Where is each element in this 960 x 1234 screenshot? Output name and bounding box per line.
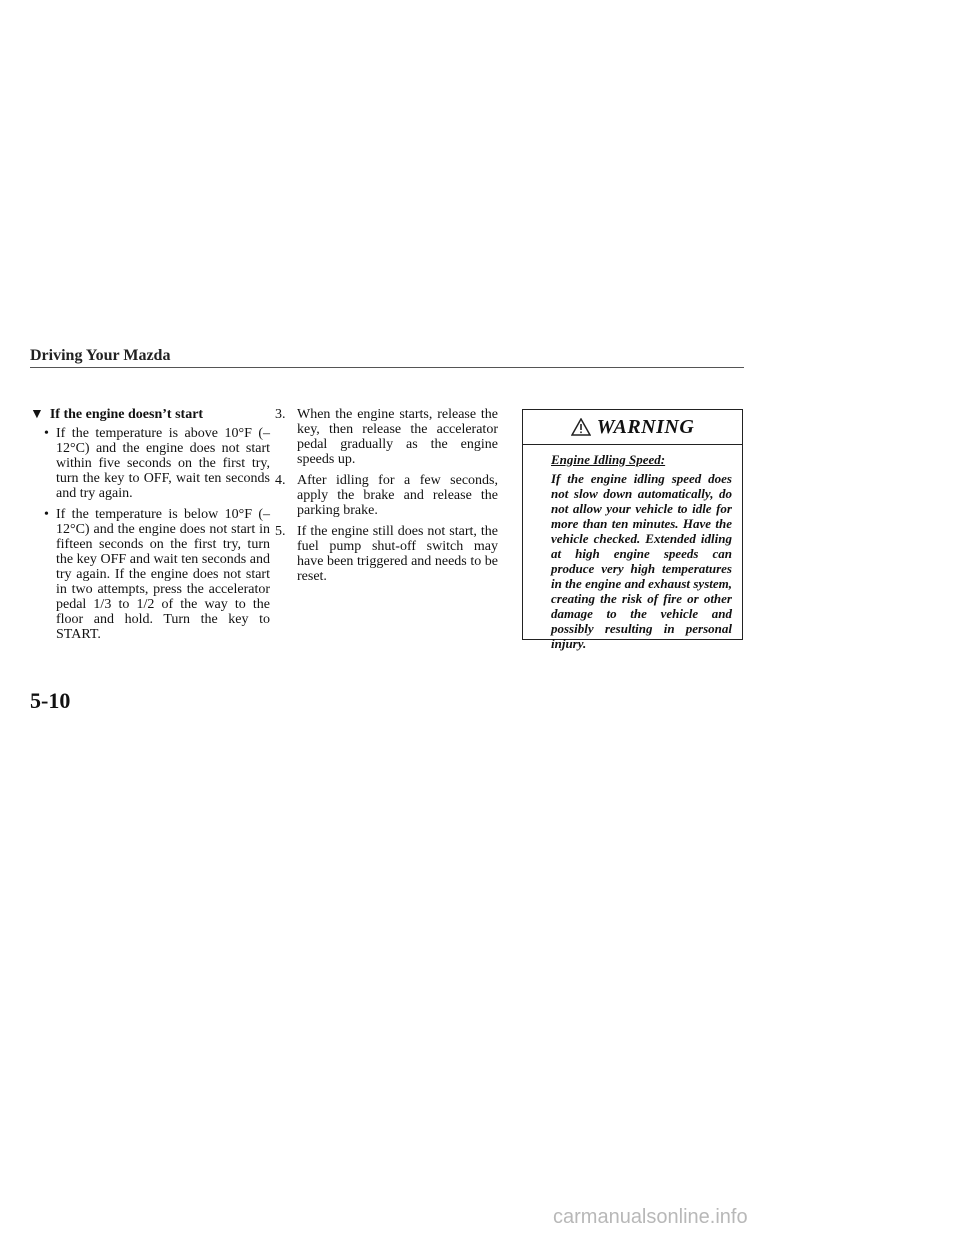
middle-column — [275, 407, 498, 590]
section-heading — [30, 407, 270, 422]
list-item — [44, 426, 270, 501]
warning-triangle-icon — [571, 418, 591, 436]
step-item — [275, 473, 498, 518]
page-number: 5-10 — [30, 688, 71, 713]
step-item — [275, 524, 498, 584]
step-number: 5. — [275, 524, 286, 539]
warning-subheading: Engine Idling Speed: — [551, 452, 666, 467]
bullet-text: If the temperature is above 10°F (–12°C) and the engine does not start within five seconds on the first try, turn the key to OFF, wait ten seconds and try again. — [56, 426, 270, 501]
section-heading-text: If the engine doesn’t start — [49, 407, 204, 422]
step-number: 3. — [275, 407, 286, 422]
header-title: Driving Your Mazda — [30, 347, 171, 364]
warning-title: WARNING — [596, 415, 695, 438]
warning-box — [522, 409, 743, 651]
bullet-icon: • — [44, 507, 49, 522]
page-header — [30, 347, 744, 368]
triangle-down-icon: ▼ — [30, 407, 44, 422]
step-text: When the engine starts, release the key, then release the accelerator pedal gradually as the engine speeds up. — [297, 407, 498, 467]
left-column — [30, 407, 270, 648]
warning-text: If the engine idling speed does not slow down automatically, do not allow your vehicle to idle for more than ten minutes. Have the vehicle checked. Extended idling at high engine speeds can produce very high temperatures in the engine and exhaust system, creating the risk of fire or other damage to the vehicle and possibly resulting in personal injury. — [551, 471, 732, 651]
bullet-text: If the temperature is below 10°F (–12°C) and the engine does not start in fifteen seconds on the first try, turn the key OFF and wait ten seconds and try again. If the engine does not start in two attempts, press the accelerator pedal 1/3 to 1/2 of the way to the floor and hold. Turn the key to START. — [56, 507, 270, 642]
warning-header — [523, 410, 742, 445]
watermark: carmanualsonline.info — [553, 1206, 748, 1228]
step-number: 4. — [275, 473, 286, 488]
bullet-icon: • — [44, 426, 49, 441]
step-text: After idling for a few seconds, apply the brake and release the parking brake. — [297, 473, 498, 518]
list-item — [44, 507, 270, 642]
warning-body — [523, 445, 742, 651]
step-item — [275, 407, 498, 467]
step-text: If the engine still does not start, the fuel pump shut-off switch may have been triggered and needs to be reset. — [297, 524, 498, 584]
